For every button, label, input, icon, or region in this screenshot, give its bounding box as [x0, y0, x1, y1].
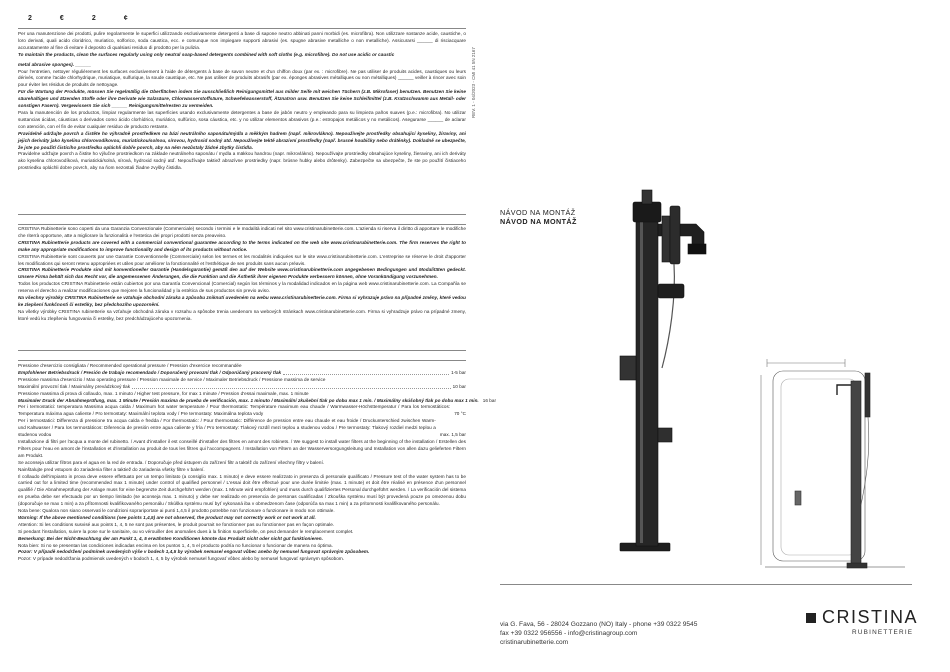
rule-cleaning-bottom [18, 214, 466, 215]
rule-footer [500, 584, 912, 585]
install-note-8: Si pendant l'installation, suivre la pose sur le sanitaire, ou vo vérouiller des anomalies dues à la finition superficielle, on peut demander le remplacement complet. [18, 528, 354, 534]
cleaning-de: Für die Wartung der Produkte, müssen Sie regelmäßig die Oberflächen indem Sie ausschließlich Reinigungsmittel aus milder Seife mit weichen Tüchern (z.B. Mikrofaser) benutzen. Benutzen Sie keine säurehaltigen und ätzenden Stoffe oder ihre Derivate wie Salzsäure, Chlorwasserstoffsäure, Schwefelwasserstoff, Ätznatron usw. Benutzen Sie keine Schleifmittel (z.B. Kratzschwamm aus Metall- oder sonstigen Fasern). Vergewissern Sie sich ______ Reinigungsmittelresten zu vermeiden. [18, 89, 466, 109]
install-title-line-2: NÁVOD NA MONTÁŽ [500, 217, 577, 226]
install-note-12: Pozor: V prípade nedodržania podmienok uvedených v bodoch 1, 4, 5 by výrobok nemusel fungovať vôbec alebo by nemusel fungovať správnym spôsobom. [18, 556, 345, 562]
technical-drawing [755, 355, 915, 585]
header-symbols [28, 15, 134, 22]
spec-row [18, 363, 466, 370]
specs-section [18, 363, 497, 563]
warranty-sk: Na všetky výrobky CRISTINA rubinetterie sa vzťahuje obchodná záruka v rozsahu a spôsobe trenia uvedenom na webových stránkach www.cristinarubinetterie.com. Firma si vyhradzuje právo na prípadné zmeny, ktoré vedú ku zlepšeniu fungovania či estetiky, bez predchádzajúceho upozornenia. [18, 308, 466, 321]
warranty-es: Todos los productos CRISTINA Rubinetterie están cubiertos por una Garantía Convencional (Comercial) según los términos y la modalidad indicados en la página web www.cristinarubinetterie.com. La Compañía se reserva el derecho a realizar modificaciones que mejoren la funcionalidad y la estética de sus productos sin previo aviso. [18, 281, 466, 294]
install-title [500, 208, 577, 226]
spec-label: Pressione massima di prova di collaudo, max. 1 minuto / Higher test pressure, for max 1 minute / Pression d'essai maximale, max. 1 minute [18, 390, 309, 396]
shower-holder [662, 216, 670, 262]
drawing-hand-shower [865, 373, 870, 417]
spec-value: 1-5 bar [451, 369, 466, 375]
lower-fitting [658, 428, 672, 442]
spec-row [18, 404, 466, 418]
drawing-column [851, 381, 861, 565]
cleaning-cz: Pravidelně udržujte povrch a čistěte ho výhradně prostředkem na bázi neutrálního saponátu/mýdla a měkkým hadrem (např. mikrovlákno). Nepoužívejte prostředky obsahující kyseliny, žíraviny, ani jejich deriváty jako kyselinu chlorovodíkovou, muriatickou/solnou, sírovou, hydroxid sodný atd. Nepoužívejte tektě abrazivní prostředky (např. brusné houbičky nebo drátěnky). Dokladně se ubezpečte, že jste po použití čisticího prostředku opláchli dobře povrch, aby na něm nezůstaly žádné zbytky čistidla. [18, 130, 466, 150]
side-handle [658, 284, 684, 298]
brand-name: CRISTINA [822, 607, 919, 627]
install-note-5: Nota bene: Qualora non siano osservati le condizioni soprariportate ai punti 1,4,5 il prodotto potrebbe non funzionare o funzionare in modo non ottimale. [18, 508, 335, 514]
cleaning-es: Para la manutención de los productos, limpiar regularmente las superficies usando exclusivamente detergentes a base de jabón neutro y empleando para su limpieza paños suaves (p.e.: microfibra). No utilizar sustancias ácidas, cáusticas o derivados como ácido clorhídrico, muriático, sulfúrico, sosa cáustica, etc. y no utilizar elementos abrasivos (p.e.: estropajos metálicos y no metálicos). Asegurarse ______ de aclarar con atención, con el fin de evitar cualquier residuo de producto restante. [18, 109, 466, 129]
header-rule [18, 28, 466, 29]
install-note-6: Warning: If the above mentioned conditions (see points 1,4,5) are not observed, the product may not correctly work or not work at all. [18, 514, 316, 520]
spec-row [18, 384, 466, 391]
spec-row [18, 397, 497, 405]
warranty-fr: CRISTINA Rubinetterie sont couverts par une Garantie Conventionnelle (Commerciale) selon les termes et les modalités indiquées sur le site www.cristinarubinetterie.com. L'entreprise se réserve le droit d'apporter les modifications qui seront retenu appropriées et utiles pour améliorer la fonctionnalité et l'esthétique de ses produits sans aucun préavis. [18, 253, 466, 266]
drawing-box [795, 491, 801, 505]
spec-value: 10 bar [452, 383, 466, 389]
column-highlight [640, 218, 643, 543]
install-note-3: Nainštalujte pred vstupom do zariadenia filter a taktiež do zariadenia všetky filtre v balení. [18, 466, 205, 472]
warranty-cz: Na všechny výrobky CRISTINA Rubinetterie se vztahuje obchodní záruka a způsobu zniknutí uvedeném na webu www.cristinarubinetterie.com. Firma si vyhrazuje právo na případné změny, které vedou ke zlepšení funkčnosti či estetiky, bez předchozího upozornění. [18, 295, 466, 307]
install-note-10: Nota bien: Si no se presentan las condiciones indicadas encima en los puntos 1, 4, 5 el producto podría no funcionar o funcionar de manera no óptima. [18, 542, 333, 548]
drawing-base [847, 563, 867, 568]
connector-box [620, 356, 636, 380]
header-symbol-2: € [59, 15, 70, 22]
spec-label: Pressione massima d'esercizio / Max operating pressure / Pression maximale de service / Maximaler Betriebsdruck / Pressione massima de service [18, 376, 326, 382]
spec-row [18, 418, 466, 439]
cleaning-sk: Pravidelne udržujte povrch a čistite ho výlučne prostriedkom na základe neutrálneho saponátu / mydla a mäkkou handrou (napr. mikrovlákno). Nepoužívajte prostriedky obsahujúce kyseliny, žieraviny, ani ich deriváty ako kyselina chlorovodíková, muriatická/solná, sírová, hydroxid sodný atď. Nepoužívajte taktiež abrazívne prostriedky (napr. brúsne hubky alebo drôtenky). Zabezpečte sa ubezpečte, že ste po použití čistiaceho prostriedku opláchli dobre povrch, aby na ňom nezostali žiadne zvyšky čistidla. [18, 151, 466, 171]
top-handle [642, 190, 652, 204]
header-symbol-3: 2 [91, 15, 102, 22]
top-cap [633, 202, 661, 222]
install-title-line-1: NÁVOD NA MONTÁŽ [500, 208, 576, 217]
spec-label: Per i termostatici: temperatura Massima acqua calda / Maximum hot water temperature / Pour thermostatic: Température maximum eau chaude / Warmwasser-Höchsttemperatur / Para los termostáticos: Temperatura máxima agua caliente / Pro termostaty: Maximální teplota vody / Pre termostaty: Maximálna teplota vody [18, 404, 451, 417]
spec-value: max. 1,5 bar [439, 432, 466, 438]
hand-shower [670, 206, 680, 264]
bath-inner [781, 379, 857, 555]
cleaning-section [18, 31, 466, 172]
warranty-it: CRISTINA Rubinetterie sono coperti da una Garanzia Convenzionale (Commerciale) secondo i termini e le modalità indicati nel sito www.cristinarubinetterie.com. L'azienda si riserva il diritto di apportare le modifiche che riterrà opportune, atte a migliorare la funzionalità e l'estetica dei propri prodotti senza preavviso. [18, 226, 466, 238]
brand-sub: RUBINETTERIE [852, 629, 914, 636]
faucet-illustration [600, 188, 730, 558]
spec-label: Per i termostatici: Differenza di pressione tra acqua calda e fredda / For thermostatic: / Pour thermostatic: Différence de pression entre eau chaude et eau froide / Druckunterschied zwischen Warm- und Kaltwasser / Para los termostáticos: Diferencia de presión entre agua caliente y fría / Pro termostaty: Tlakový rozdíl mezi teplou a studenou vodou / Pre termostaty: Tlakový rozdiel medzi teplou a studenou vodou [18, 418, 436, 438]
rule-warranty-top [18, 224, 466, 225]
spec-leader [132, 384, 451, 389]
drawing-spout [837, 385, 851, 395]
install-note-11: Pozor: V případě nedodržení podmínek uvedených výše v bodech 1,4,5 by výrobek nemusel engovat vůbec anebo by nemusel fungovat správným způsobem. [18, 549, 370, 555]
install-note-1: Installazione di filtri per l'acqua a monte del rubinetto. / Avant d'installer il est conseillé d'installer des filtres en amont des robinets. / We suggest to install water filters at the beginning of the installation / Erstellen des Filters pour l'eau en amont de l'installation et d'installation au produit de tous les filtres qui l'accompagnent. / Installation von Filtern an der Wasserversorgungsleitung und Installation von allen dazu gelieferten Filtern am Produkt. [18, 438, 466, 458]
main-column [636, 216, 658, 546]
spec-label: Pressione d'esercizio consigliata / Recommended operational pressure / Pression d'exercice recommandée [18, 363, 242, 368]
spec-row [18, 377, 466, 384]
spec-label: Empfohlener Betriebsdruck / Presión de trabajo recomendado / Doporučený provozní tlak / Odporúčaný pracovný tlak [18, 369, 282, 375]
rule-specs-top-2 [18, 360, 466, 361]
spec-value: 70 °C [454, 411, 466, 417]
spec-leader [283, 370, 449, 375]
rule-specs-top [18, 350, 466, 351]
contact-block [500, 620, 697, 648]
warranty-section [18, 226, 466, 323]
hose [662, 264, 674, 368]
brand-logo [806, 607, 918, 636]
spec-row [18, 370, 466, 377]
cleaning-it: Per una manutenzione dei prodotti, pulire regolarmente le superfici utilizzando esclusivamente detergenti a base di sapone neutro abbinati panni morbidi (es. microfibra). Non utilizzare sostanze acide, caustiche, o loro derivati, quali acido cloridrico, muriatico, solforico, soda caustica, ecc. e comunque non impiegare supporti abrasivi (es. spugne abrasive metalliche o non metalliche). Assicurarsi ______ di risciacquare accuratamente al fine di evitare il deposito di qualsiasi residuo di prodotto per la pulizia. [18, 31, 466, 50]
warranty-de: CRISTINA Rubinetterie Produkte sind mit konventioneller Garantie (Handelsgarantie) gemäß den auf der Website www.cristinarubinetterie.com angegebenen Bedingungen und Modalitäten gedeckt. Unsere Firma behält sich das Recht vor, die angemessenen Änderungen, die die Funktion und die Ästhetik ihrer eigenen Produkte verbessern können, ohne Vorankündigung vorzunehmen. [18, 267, 466, 280]
cleaning-en-end: metal abrasive sponges). ______ [18, 61, 92, 67]
spec-label: Maximaler Druck der Abnahmeprüfung, max. 1 Minute / Presión maxima de prueba de verificación, max. 1 minuto / Maximální zkušební tlak po dobu max 1 min. / Maximálny skúšobný tlak po dobu max 1 min. [18, 397, 479, 403]
cleaning-en: To maintain the products, clean the surfaces regularly using only neutral soap-based detergents combined with soft cloths (e.g. microfibre). Do not use acidic or caustic [18, 51, 395, 57]
spec-value: 16 bar [482, 397, 497, 403]
install-note-9: Bemerkung: Bei der Nicht-Beachtung der am Punkt 1, 4, 5 erwähnten Konditionen könnte das Produkt nicht oder nicht gut funktionieren. [18, 535, 323, 541]
header-symbol-1: 2 [28, 15, 38, 22]
install-note-2: Se aconseja utilizar filtros para el agua en la red de entrada. / Doporučuje před ústupem do zařízení filtr a taktéž do zařízení všechny filtry v balení. [18, 459, 325, 465]
contact-web[interactable]: cristinarubinetterie.com [500, 639, 569, 647]
logo-square-icon [806, 613, 816, 623]
spec-row [18, 391, 466, 398]
cleaning-fr: Pour l'entretien, nettoyer régulièrement les surfaces exclusivement à l'aide de détergents à base de savon neutre et d'un chiffon doux (par ex. : microfibre). Ne pas utiliser de produits acides, caustiques ou leurs dérivés, comme l'acide chlorhydrique, muriatique, sulfurique, la soude caustique, etc. Ne pas utiliser de produits abrasifs (par ex. éponges abrasives métalliques ou non métalliques) ______ veiller à rincer avec soin pour éviter les résidus de produits de nettoyage. [18, 68, 466, 88]
install-note-4: Il collaudo dell'impianto in prova deve essere effettuato per un tempo limitato (a consiglio max. 1 minuto) e deve essere realizzato in presenza di personale qualificato / Pressure test of the water system has to be carried out for a limited time (recommended max 1 minute) under control of qualified personnel / L'essai doit être effectué pour une durée limitée (max. 1 minute) et doit être réalisé en présence d'un personnel qualifié / Die Abnahmeprüfung der Anlage muss für eine begrenzte Zeit durchgeführt werden (max. 1 Minute wird empfohlen) und muss durch qualifiziertes Personal durchgeführt werden. / La verificación del sistema en prueba debe ser efectuado por un tiempo limitado (se aconseja max. 1 minuto) y debe ser realizado en presencia de personas cualificadas / Zkouška systému musí být provedená pouze po omezenou dobu (doporučuje se max 1 min) a za přítomnosti kvalifikovaného personálu / Skúška systému musí byť vykonaná iba v obmedzenom čase (odporúča sa max 1 min) a za prítomnosti kvalifikovaného personálu. [18, 473, 466, 507]
install-note-7: Attention: Si les conditions susvisé aux points 1, 4, 5 ne sont pas présentes, le produit pourrait ne fonctionner pas ou fonctionner pas en façon optimale. [18, 521, 335, 527]
contact-address: via G. Fava, 56 - 28024 Gozzano (NO) Italy - phone +39 0322 9545 [500, 621, 698, 628]
spec-label: Maximální provozní tlak / Maximálny prevádzkový tlak [18, 383, 131, 389]
contact-fax: fax +39 0322 956556 - info@cristinagroup.com [500, 630, 638, 638]
warranty-en: CRISTINA Rubinetterie products are covered with a commercial conventional guarantee according to the terms indicated on the web site www.cristinarubinetterie.com. The firm reserves the right to make any appropriate modifications to improve functionality and design of its products without notice. [18, 239, 466, 252]
header-symbol-4: ¢ [123, 15, 134, 22]
spout-tip [688, 244, 706, 254]
document-code: REV. 1 - 04/2023 - CMI 41 5N 2167 [471, 47, 476, 118]
